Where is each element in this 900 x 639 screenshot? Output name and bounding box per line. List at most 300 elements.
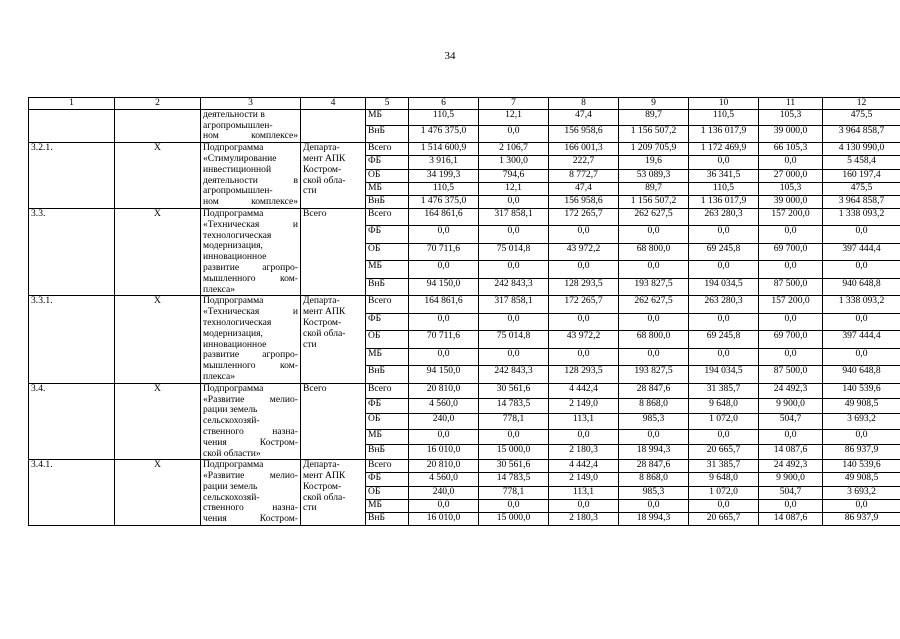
value-cell: 263 280,3 [689,208,759,225]
name-cell-line: мышленного ком- [203,272,298,284]
value-cell: 194 034,5 [689,278,759,296]
table-row [29,109,900,126]
value-cell: 794,6 [479,169,549,182]
value-cell: 8 868,0 [619,473,689,486]
value-cell: 504,7 [759,414,823,429]
value-cell: 24 492,3 [759,460,823,473]
value-cell: 0,0 [479,429,549,444]
value-cell: 262 627,5 [619,208,689,225]
value-cell: 0,0 [479,126,549,143]
value-cell: 128 293,5 [549,278,619,296]
name-cell-line: деятельности в [203,174,298,186]
value-cell: 2 106,7 [479,143,549,156]
source-cell: ВнБ [366,366,409,384]
name-cell-line: ном комплексе» [203,196,298,208]
value-cell: 94 150,0 [409,278,479,296]
source-cell: ОБ [366,243,409,260]
source-cell: МБ [366,109,409,126]
value-cell: 3 693,2 [823,414,900,429]
value-cell: 15 000,0 [479,512,549,525]
value-cell: 160 197,4 [823,169,900,182]
name-cell-line: Подпрограмма [203,295,264,307]
name-cell-line: модернизация, [203,240,263,252]
value-cell: 778,1 [479,414,549,429]
executor-cell [301,296,366,383]
value-cell: 1 156 507,2 [619,195,689,208]
table-row [29,208,900,225]
value-cell: 166 001,3 [549,143,619,156]
value-cell: 1 136 017,9 [689,195,759,208]
value-cell: 110,5 [409,182,479,195]
value-cell: 0,0 [479,261,549,278]
table-row [29,383,900,398]
source-cell: ВнБ [366,126,409,143]
value-cell: 0,0 [619,429,689,444]
source-cell: МБ [366,499,409,512]
value-cell: 140 539,6 [823,460,900,473]
executor-cell [301,143,366,209]
value-cell: 0,0 [549,348,619,365]
name-cell [201,460,301,526]
executor-cell [301,109,366,142]
name-cell-line: ственного назна- [203,502,298,514]
value-cell: 0,0 [619,226,689,243]
value-cell: 140 539,6 [823,383,900,398]
mark-cell: X [115,296,201,383]
name-cell-line: технологическая [203,229,272,241]
value-cell: 86 937,9 [823,444,900,459]
value-cell: 3 916,1 [409,156,479,169]
value-cell: 9 900,0 [759,399,823,414]
name-cell-line: Подпрограмма [203,142,264,154]
name-cell [201,296,301,383]
budget-table [28,97,900,526]
value-cell: 3 964 858,7 [823,126,900,143]
value-cell: 164 861,6 [409,296,479,313]
value-cell: 0,0 [619,348,689,365]
source-cell: Всего [366,208,409,225]
name-cell-line: технологическая [203,316,272,328]
mark-cell: X [115,383,201,460]
executor-cell-line: ской обла- [303,491,346,503]
source-cell: ФБ [366,473,409,486]
value-cell: 105,3 [759,109,823,126]
executor-cell-line: ской обла- [303,174,346,186]
mark-cell: X [115,143,201,209]
value-cell: 0,0 [409,499,479,512]
value-cell: 69 700,0 [759,331,823,348]
value-cell: 47,4 [549,182,619,195]
value-cell: 157 200,0 [759,208,823,225]
value-cell: 0,0 [823,261,900,278]
value-cell: 2 149,0 [549,399,619,414]
header-cell: 2 [115,98,201,110]
value-cell: 110,5 [409,109,479,126]
value-cell: 397 444,4 [823,243,900,260]
num-cell: 3.2.1. [29,143,115,209]
header-cell: 9 [619,98,689,110]
value-cell: 69 245,8 [689,243,759,260]
value-cell: 87 500,0 [759,278,823,296]
value-cell: 5 458,4 [823,156,900,169]
value-cell: 43 972,2 [549,331,619,348]
value-cell: 0,0 [549,499,619,512]
value-cell: 69 700,0 [759,243,823,260]
value-cell: 317 858,1 [479,296,549,313]
value-cell: 9 648,0 [689,473,759,486]
value-cell: 242 843,3 [479,366,549,384]
value-cell: 240,0 [409,414,479,429]
value-cell: 89,7 [619,109,689,126]
name-cell [201,143,301,209]
value-cell: 14 087,6 [759,512,823,525]
value-cell: 113,1 [549,414,619,429]
source-cell: ВнБ [366,444,409,459]
name-cell-line: плекса» [203,283,236,295]
executor-cell-line: ской обла- [303,327,346,339]
name-cell [201,208,301,295]
name-cell-line: «Развитие мелио- [203,393,298,405]
header-cell: 5 [366,98,409,110]
value-cell: 4 560,0 [409,399,479,414]
value-cell: 8 772,7 [549,169,619,182]
value-cell: 4 442,4 [549,383,619,398]
header-cell: 6 [409,98,479,110]
value-cell: 39 000,0 [759,195,823,208]
value-cell: 20 810,0 [409,460,479,473]
executor-cell-line: мент АПК [303,470,346,482]
header-cell: 8 [549,98,619,110]
value-cell: 0,0 [479,499,549,512]
executor-cell-line: сти [303,338,317,350]
name-cell-line: «Стимулирование [203,152,277,164]
value-cell: 475,5 [823,109,900,126]
value-cell: 0,0 [689,156,759,169]
value-cell: 1 072,0 [689,486,759,499]
value-cell: 1 156 507,2 [619,126,689,143]
value-cell: 4 130 990,0 [823,143,900,156]
value-cell: 0,0 [409,226,479,243]
name-cell-line: сельскохозяй- [203,491,260,503]
value-cell: 75 014,8 [479,243,549,260]
name-cell-line: агропромышлен- [203,185,273,197]
header-cell: 11 [759,98,823,110]
value-cell: 0,0 [823,226,900,243]
value-cell: 0,0 [619,499,689,512]
name-cell-line: ской области» [203,447,261,459]
value-cell: 18 994,3 [619,512,689,525]
name-cell-line: Подпрограмма [203,459,264,471]
value-cell: 1 514 600,9 [409,143,479,156]
value-cell: 0,0 [689,429,759,444]
executor-cell-line: мент АПК [303,306,346,318]
value-cell: 105,3 [759,182,823,195]
value-cell: 30 561,6 [479,460,549,473]
mark-cell: X [115,208,201,295]
value-cell: 20 665,7 [689,512,759,525]
value-cell: 940 648,8 [823,278,900,296]
name-cell-line: «Техническая и [203,218,298,230]
value-cell: 0,0 [823,499,900,512]
name-cell-line: развитие агропро- [203,349,298,361]
value-cell: 49 908,5 [823,473,900,486]
value-cell: 4 560,0 [409,473,479,486]
value-cell: 110,5 [689,109,759,126]
value-cell: 156 958,6 [549,126,619,143]
value-cell: 240,0 [409,486,479,499]
value-cell: 0,0 [409,261,479,278]
value-cell: 0,0 [689,261,759,278]
value-cell: 49 908,5 [823,399,900,414]
value-cell: 34 199,3 [409,169,479,182]
executor-cell-line: Всего [303,208,327,219]
source-cell: ФБ [366,226,409,243]
name-cell-line: «Техническая и [203,306,298,318]
executor-cell [301,383,366,460]
source-cell: Всего [366,460,409,473]
source-cell: ФБ [366,399,409,414]
value-cell: 110,5 [689,182,759,195]
name-cell-line: ственного назна- [203,425,298,437]
executor-cell-line: Костром- [303,163,342,175]
value-cell: 43 972,2 [549,243,619,260]
value-cell: 70 711,6 [409,243,479,260]
header-cell: 4 [301,98,366,110]
value-cell: 86 937,9 [823,512,900,525]
value-cell: 0,0 [759,226,823,243]
value-cell: 18 994,3 [619,444,689,459]
value-cell: 222,7 [549,156,619,169]
value-cell: 0,0 [549,226,619,243]
mark-cell: X [115,460,201,526]
value-cell: 9 648,0 [689,399,759,414]
source-cell: МБ [366,429,409,444]
mark-cell [115,109,201,142]
header-cell: 3 [201,98,301,110]
name-cell-line: сельскохозяй- [203,415,260,427]
value-cell: 985,3 [619,486,689,499]
value-cell: 39 000,0 [759,126,823,143]
executor-cell [301,208,366,295]
name-cell-line: модернизация, [203,327,263,339]
source-cell: МБ [366,261,409,278]
num-cell: 3.4. [29,383,115,460]
header-cell: 12 [823,98,900,110]
value-cell: 128 293,5 [549,366,619,384]
value-cell: 2 180,3 [549,444,619,459]
name-cell-line: Подпрограмма [203,208,264,219]
value-cell: 68 800,0 [619,331,689,348]
value-cell: 19,6 [619,156,689,169]
value-cell: 9 900,0 [759,473,823,486]
source-cell: Всего [366,296,409,313]
name-cell-line: деятельности в [203,109,265,120]
name-cell-line: мышленного ком- [203,360,298,372]
executor-cell-line: сти [303,502,317,514]
value-cell: 30 561,6 [479,383,549,398]
value-cell: 156 958,6 [549,195,619,208]
value-cell: 172 265,7 [549,296,619,313]
value-cell: 0,0 [759,348,823,365]
source-cell: Всего [366,143,409,156]
value-cell: 70 711,6 [409,331,479,348]
value-cell: 14 783,5 [479,473,549,486]
header-cell: 7 [479,98,549,110]
value-cell: 75 014,8 [479,331,549,348]
value-cell: 36 341,5 [689,169,759,182]
source-cell: МБ [366,182,409,195]
value-cell: 0,0 [549,313,619,330]
value-cell: 0,0 [689,313,759,330]
value-cell: 0,0 [549,261,619,278]
name-cell-line: чения Костром- [203,513,298,525]
value-cell: 20 810,0 [409,383,479,398]
value-cell: 0,0 [823,313,900,330]
source-cell: ОБ [366,414,409,429]
value-cell: 1 338 093,2 [823,208,900,225]
source-cell: ВнБ [366,512,409,525]
value-cell: 475,5 [823,182,900,195]
source-cell: ВнБ [366,195,409,208]
value-cell: 0,0 [409,313,479,330]
value-cell: 53 089,3 [619,169,689,182]
value-cell: 16 010,0 [409,512,479,525]
value-cell: 172 265,7 [549,208,619,225]
executor-cell [301,460,366,526]
value-cell: 1 136 017,9 [689,126,759,143]
name-cell-line: инновационное [203,338,267,350]
value-cell: 262 627,5 [619,296,689,313]
value-cell: 14 087,6 [759,444,823,459]
num-cell: 3.4.1. [29,460,115,526]
executor-cell-line: Департа- [303,142,340,154]
source-cell: ОБ [366,331,409,348]
table-row [29,296,900,313]
value-cell: 164 861,6 [409,208,479,225]
source-cell: Всего [366,383,409,398]
value-cell: 66 105,3 [759,143,823,156]
value-cell: 0,0 [759,499,823,512]
source-cell: ОБ [366,486,409,499]
value-cell: 15 000,0 [479,444,549,459]
executor-cell-line: Департа- [303,459,340,471]
value-cell: 778,1 [479,486,549,499]
executor-cell-line: мент АПК [303,152,346,164]
source-cell: ВнБ [366,278,409,296]
value-cell: 263 280,3 [689,296,759,313]
executor-cell-line: Всего [303,383,327,394]
value-cell: 12,1 [479,182,549,195]
num-cell: 3.3. [29,208,115,295]
name-cell-line: инвестиционной [203,163,272,175]
value-cell: 8 868,0 [619,399,689,414]
value-cell: 28 847,6 [619,460,689,473]
name-cell-line: Подпрограмма [203,383,264,394]
header-cell: 1 [29,98,115,110]
value-cell: 193 827,5 [619,366,689,384]
table-row [29,460,900,473]
value-cell: 0,0 [759,429,823,444]
value-cell: 194 034,5 [689,366,759,384]
executor-cell-line: Департа- [303,295,340,307]
value-cell: 0,0 [759,313,823,330]
value-cell: 31 385,7 [689,383,759,398]
value-cell: 1 172 469,9 [689,143,759,156]
table-row [29,143,900,156]
page-number: 34 [444,50,456,62]
source-cell: МБ [366,348,409,365]
executor-cell-line: сти [303,185,317,197]
value-cell: 12,1 [479,109,549,126]
name-cell-line: ном комплексе» [203,130,298,142]
value-cell: 0,0 [689,348,759,365]
value-cell: 2 149,0 [549,473,619,486]
source-cell: ФБ [366,156,409,169]
value-cell: 3 964 858,7 [823,195,900,208]
value-cell: 14 783,5 [479,399,549,414]
name-cell-line: рации земель [203,480,258,492]
value-cell: 0,0 [479,313,549,330]
value-cell: 0,0 [619,261,689,278]
name-cell-line: чения Костром- [203,436,298,448]
value-cell: 193 827,5 [619,278,689,296]
value-cell: 0,0 [479,226,549,243]
value-cell: 89,7 [619,182,689,195]
name-cell-line: плекса» [203,370,236,382]
value-cell: 0,0 [759,156,823,169]
value-cell: 0,0 [823,348,900,365]
header-row [29,98,900,110]
name-cell-line: агропромышлен- [203,119,273,131]
value-cell: 87 500,0 [759,366,823,384]
value-cell: 69 245,8 [689,331,759,348]
num-cell: 3.3.1. [29,296,115,383]
value-cell: 1 072,0 [689,414,759,429]
value-cell: 4 442,4 [549,460,619,473]
name-cell-line: рации земель [203,404,258,416]
value-cell: 397 444,4 [823,331,900,348]
executor-cell-line: Костром- [303,480,342,492]
value-cell: 0,0 [549,429,619,444]
name-cell [201,109,301,142]
name-cell-line: инновационное [203,251,267,263]
value-cell: 28 847,6 [619,383,689,398]
value-cell: 1 476 375,0 [409,126,479,143]
name-cell-line: развитие агропро- [203,261,298,273]
value-cell: 3 693,2 [823,486,900,499]
value-cell: 16 010,0 [409,444,479,459]
value-cell: 113,1 [549,486,619,499]
value-cell: 317 858,1 [479,208,549,225]
value-cell: 94 150,0 [409,366,479,384]
name-cell-line: «Развитие мелио- [203,470,298,482]
value-cell: 24 492,3 [759,383,823,398]
value-cell: 0,0 [409,429,479,444]
value-cell: 0,0 [409,348,479,365]
value-cell: 68 800,0 [619,243,689,260]
value-cell: 0,0 [759,261,823,278]
source-cell: ФБ [366,313,409,330]
value-cell: 157 200,0 [759,296,823,313]
num-cell [29,109,115,142]
value-cell: 985,3 [619,414,689,429]
value-cell: 20 665,7 [689,444,759,459]
value-cell: 0,0 [689,499,759,512]
value-cell: 1 338 093,2 [823,296,900,313]
value-cell: 504,7 [759,486,823,499]
value-cell: 242 843,3 [479,278,549,296]
value-cell: 0,0 [479,195,549,208]
